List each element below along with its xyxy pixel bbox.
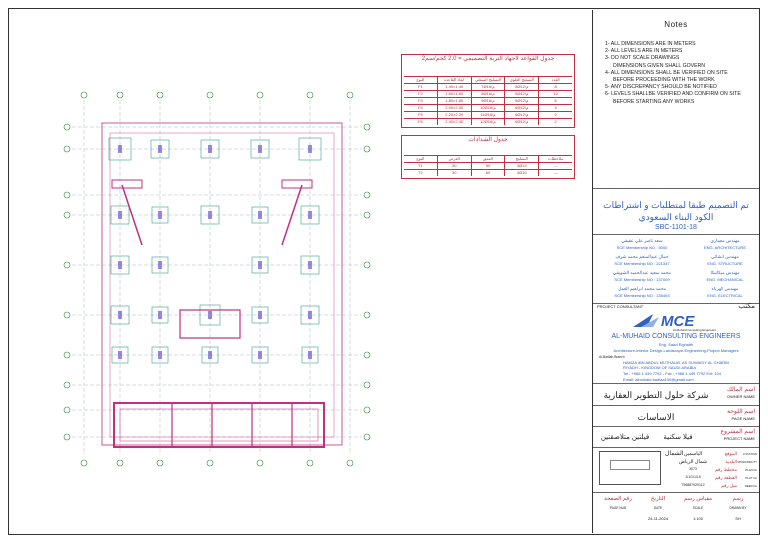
owner-name: شركة حلول التطوير العقارية: [603, 390, 709, 400]
note-item: BEFORE PROCEEDING WITH THE WORK: [613, 77, 715, 84]
grid-bubble: [347, 460, 353, 466]
footer-label-en: PAGE NUB: [609, 506, 627, 510]
location-label-en: MUNICIPALITY: [737, 460, 757, 464]
note-item: 6- LEVELS SHALLBE VERIFIED AND CONFIRM ON SITE: [605, 91, 741, 98]
table-cell: 4: [538, 105, 572, 111]
building-outline: [102, 123, 342, 445]
project-value-1: فيلا سكنية: [663, 434, 693, 441]
tie-beam: [282, 180, 312, 188]
grid-bubble: [81, 92, 87, 98]
grid-bubble: [81, 460, 87, 466]
notes-list: [605, 41, 759, 106]
table-cell: 1.60×1.60: [437, 91, 471, 97]
column: [118, 261, 122, 269]
table-cell: —: [538, 163, 572, 169]
grid-bubble: [64, 212, 70, 218]
table-cell: 6Ø12/م: [504, 105, 538, 111]
table-cell: 2: [538, 112, 572, 118]
location-label-ar: ميل رقم: [721, 483, 737, 488]
footings-schedule: [401, 54, 575, 128]
table-cell: 10Ø16/م: [471, 105, 505, 111]
table-cell: 12Ø16/م: [471, 119, 505, 125]
north-key-plan: [599, 451, 661, 485]
table-cell: 1.80×1.80: [437, 98, 471, 104]
key-plan-site: [610, 460, 650, 470]
note-item: 1- ALL DIMENSIONS ARE IN METERS: [605, 41, 696, 47]
ties-schedule: [401, 135, 575, 179]
footer-label-ar: التاريخ: [650, 496, 666, 502]
signature-role-en: ENG. MECHANICAL: [706, 277, 744, 282]
table-cell: ابعاد القاعدة: [437, 77, 471, 83]
consultant-label-ar: مكتب: [738, 303, 755, 310]
grid-bubble: [157, 92, 163, 98]
signature-role-ar: مهندس ميكانيكا: [710, 270, 740, 275]
signature-name: جمال عبدالمنعم محمد شرف: [615, 254, 669, 259]
location-label-ar: مخطط رقم: [715, 467, 737, 472]
footer-label-en: DRAWN BY: [729, 506, 747, 510]
table-header-row: [404, 155, 572, 162]
table-row: [404, 111, 572, 118]
code-line-2: الكود البناء السعودي: [638, 212, 714, 222]
signature-member: SCE Membership NO : 221347: [614, 261, 670, 266]
column: [308, 211, 312, 219]
table-cell: العرض: [437, 156, 471, 162]
table-cell: T1: [418, 163, 423, 168]
column: [118, 311, 122, 319]
signature-name: سعد ناصر علي عقيقي: [621, 238, 663, 243]
footer-label-ar: مقياس رسم: [683, 496, 713, 502]
note-item: 5- ANY DISCREPANCY SHOULD BE NOTIFIED: [605, 84, 717, 91]
grid-bubble: [364, 434, 370, 440]
project-label-en: PROJECT NAME: [723, 436, 755, 441]
signature-member: SCE Membership NO : 5000: [616, 245, 668, 250]
table-cell: F4: [418, 105, 423, 110]
consultant-email: Email: almuhaid.badiaa100@gmail.com: [623, 377, 694, 382]
tie-beam: [112, 180, 142, 188]
location-label-en: LOCATION: [742, 452, 757, 456]
ties-schedule-title: جدول الشدادات: [468, 137, 508, 143]
grid-bubble: [364, 212, 370, 218]
grid-bubble: [64, 262, 70, 268]
grid-bubble: [64, 434, 70, 440]
footer-label-ar: رسم: [732, 496, 744, 502]
column: [258, 145, 262, 153]
column: [208, 351, 212, 359]
project-label: اسم المشروع: [720, 429, 755, 435]
location-value: 796887020112: [681, 483, 705, 487]
page-label-en: PAGE NAME: [731, 416, 755, 421]
table-row: [404, 169, 572, 176]
footer-label-en: DATE: [653, 506, 663, 510]
grid-bubble: [117, 460, 123, 466]
table-header-row: [404, 76, 572, 83]
grid-bubble: [64, 352, 70, 358]
table-cell: العدد: [538, 77, 572, 83]
note-item: 3- DO NOT SCALE DRAWINGS: [605, 55, 680, 62]
consultant-label: PROJECT CONSULTANT: [597, 304, 644, 309]
column: [308, 145, 312, 153]
location-label-en: PLAN No: [745, 468, 757, 472]
grid-bubble: [364, 192, 370, 198]
logo-sub: Al-Muhaid Consulting Engineers: [673, 328, 716, 332]
grid-bubble: [364, 262, 370, 268]
grid-bubble: [64, 192, 70, 198]
ties-schedule-grid: [404, 155, 572, 176]
foundation-plan: [62, 85, 372, 470]
column: [118, 351, 122, 359]
table-cell: 10: [538, 91, 572, 97]
footings-schedule-grid: [404, 76, 572, 125]
signature-role-en: ENG. ELECTRICAL: [707, 293, 743, 298]
grid-bubble: [64, 407, 70, 413]
grid-bubble: [64, 146, 70, 152]
table-cell: النوع: [416, 156, 425, 161]
table-cell: 30: [437, 170, 471, 176]
table-cell: 5Ø12/م: [504, 98, 538, 104]
grid-bubble: [364, 146, 370, 152]
table-cell: 2.20×2.20: [437, 112, 471, 118]
grid-bubble: [64, 124, 70, 130]
table-row: [404, 118, 572, 125]
table-cell: 50: [471, 163, 505, 169]
consultant-services: Architecture-Interior Design-Landscape-Engineering-Project Managers: [613, 348, 739, 353]
table-cell: F3: [418, 98, 423, 103]
grid-bubble: [364, 382, 370, 388]
signature-name: محمد سعيد عبدالحميد الشويقي: [612, 270, 672, 275]
grid-bubble: [207, 460, 213, 466]
column: [258, 261, 262, 269]
note-item: BEFORE STARTING ANY WORKS: [613, 98, 695, 105]
location-label-en: PLOT No: [745, 476, 757, 480]
location-value: شمال الرياض: [678, 459, 708, 465]
column: [308, 351, 312, 359]
column: [118, 145, 122, 153]
column: [158, 145, 162, 153]
column: [158, 211, 162, 219]
foundation-plan-svg: [62, 85, 372, 470]
grid-bubble: [207, 92, 213, 98]
footer-value: 1:100: [692, 516, 703, 521]
table-cell: 4Ø14: [504, 163, 538, 169]
column: [208, 145, 212, 153]
table-cell: 6: [538, 98, 572, 104]
column: [208, 311, 212, 319]
grid-bubble: [64, 382, 70, 388]
table-cell: 2.40×2.40: [437, 119, 471, 125]
location-label-en: DEED No: [744, 484, 757, 488]
table-row: [404, 104, 572, 111]
table-cell: F1: [418, 84, 423, 89]
table-cell: 30: [437, 163, 471, 169]
consultant-eng: Eng. Saad Elghaith: [658, 342, 694, 347]
table-row: [404, 97, 572, 104]
column: [258, 311, 262, 319]
table-cell: F2: [418, 91, 423, 96]
table-cell: 2.00×2.00: [437, 105, 471, 111]
location-label-ar: القطعة رقم: [715, 475, 737, 480]
grid-bubble: [307, 92, 313, 98]
column: [308, 311, 312, 319]
grid-bubble: [364, 407, 370, 413]
grid-bubble: [257, 92, 263, 98]
signature-role-ar: مهندس كهرباء: [711, 286, 739, 291]
code-line-1: تم التصميم طبقا لمتطلبات و اشتراطات: [603, 200, 749, 210]
code-id: SBC-1101-18: [655, 224, 697, 231]
table-cell: 2: [538, 119, 572, 125]
grid-bubble: [64, 312, 70, 318]
svg-text:MCE: MCE: [661, 313, 695, 330]
column: [258, 351, 262, 359]
table-cell: T2: [418, 170, 423, 175]
table-cell: التسليح العلوي: [504, 77, 538, 83]
table-cell: 9Ø16/م: [471, 98, 505, 104]
grid-bubble: [364, 352, 370, 358]
table-cell: F6: [418, 119, 423, 124]
grid-bubble: [347, 92, 353, 98]
consultant-branch: Al-Badiah Branch: [599, 355, 625, 359]
table-cell: F5: [418, 112, 423, 117]
location-value: 1/1/1/1/15: [685, 475, 701, 479]
title-block: [592, 10, 759, 533]
signature-role-en: ENG. ARCHITECTURE: [703, 245, 746, 250]
page-name: الاساسات: [637, 412, 675, 422]
grid-bubble: [257, 460, 263, 466]
footer-label-ar: رقم الصفحة: [604, 496, 632, 502]
table-cell: 8Ø16/م: [471, 91, 505, 97]
column: [118, 211, 122, 219]
footer-value: 24-11-2024: [647, 516, 669, 521]
note-item: DIMENSIONS GIVEN SHALL GOVERN: [613, 62, 706, 69]
table-cell: 8: [538, 84, 572, 90]
table-cell: 7Ø16/م: [471, 84, 505, 90]
table-cell: التسليح: [504, 156, 538, 162]
signature-name: محمد محمد ابراهيم الغمل: [617, 286, 667, 291]
table-row: [404, 83, 572, 90]
column: [258, 211, 262, 219]
signature-member: SCE Membership NO : 137009: [614, 277, 670, 282]
notes-title: Notes: [664, 20, 688, 29]
table-cell: 5Ø12/م: [504, 84, 538, 90]
grid-bubble: [364, 312, 370, 318]
column: [158, 261, 162, 269]
column: [308, 261, 312, 269]
footings-schedule-title: جدول القواعد لاجهاد التربة التصميمي = 2.0 كجم/سم2: [421, 56, 555, 62]
table-cell: 1.40×1.40: [437, 84, 471, 90]
column: [208, 211, 212, 219]
grid-bubble: [307, 460, 313, 466]
table-row: [404, 90, 572, 97]
consultant-name: AL-MUHAID CONSULTING ENGINEERS: [611, 333, 741, 340]
page-label: اسم اللوحة: [727, 409, 755, 415]
consultant-address: HAMZA IBN ABDUL MUTHALIB, AS SUWAIDY AL GHARBI: [623, 360, 729, 365]
column: [158, 351, 162, 359]
inner-outline: [110, 133, 334, 437]
signature-role-en: ENG. STRUCTURE: [707, 261, 743, 266]
consultant-phone: Tel : +966 1 449 7792 - Fax : +966 1 449 7792 Ext: 104: [623, 371, 722, 376]
project-value-2: فيلتين متلاصقتين: [600, 434, 650, 441]
grid-bubble: [157, 460, 163, 466]
table-cell: ملاحظات: [538, 156, 572, 162]
table-row: [404, 162, 572, 169]
table-cell: النوع: [416, 77, 425, 82]
table-cell: 5Ø12/م: [504, 91, 538, 97]
footer-label-en: SCALE: [692, 506, 704, 510]
location-value: 3073: [689, 467, 697, 471]
grid-bubble: [364, 124, 370, 130]
table-cell: —: [538, 170, 572, 176]
column: [158, 311, 162, 319]
grid-bubble: [117, 92, 123, 98]
table-cell: 6Ø12/م: [504, 119, 538, 125]
table-cell: العمق: [471, 156, 505, 162]
note-item: 2- ALL LEVELS ARE IN METERS: [605, 48, 683, 55]
location-label-ar: الموقع: [724, 451, 737, 456]
owner-label: اسم المالك: [726, 387, 755, 393]
note-item: 4- ALL DIMENSIONS SHALL BE VERIFIED ON SITE: [605, 69, 728, 76]
table-cell: 60: [471, 170, 505, 176]
strip-inner: [120, 409, 318, 441]
table-cell: 4Ø16: [504, 170, 538, 176]
table-cell: 6Ø12/م: [504, 112, 538, 118]
signature-role-ar: مهندس انشائي: [711, 254, 739, 259]
location-label-ar: البلدية: [725, 459, 737, 464]
north-label: الشمال: [665, 451, 684, 457]
consultant-city: RIYADH - KINGDOM OF SAUDI ARABIA: [623, 365, 697, 370]
table-cell: التسليح السفلي: [471, 77, 505, 83]
signature-role-ar: مهندس معماري: [710, 238, 740, 243]
owner-label-en: OWNER NAME: [727, 394, 755, 399]
table-cell: 11Ø16/م: [471, 112, 505, 118]
location-value: الياسمين: [683, 451, 703, 457]
footer-value: SH: [735, 516, 741, 521]
signature-member: SCE Membership NO : 135493: [614, 293, 670, 298]
